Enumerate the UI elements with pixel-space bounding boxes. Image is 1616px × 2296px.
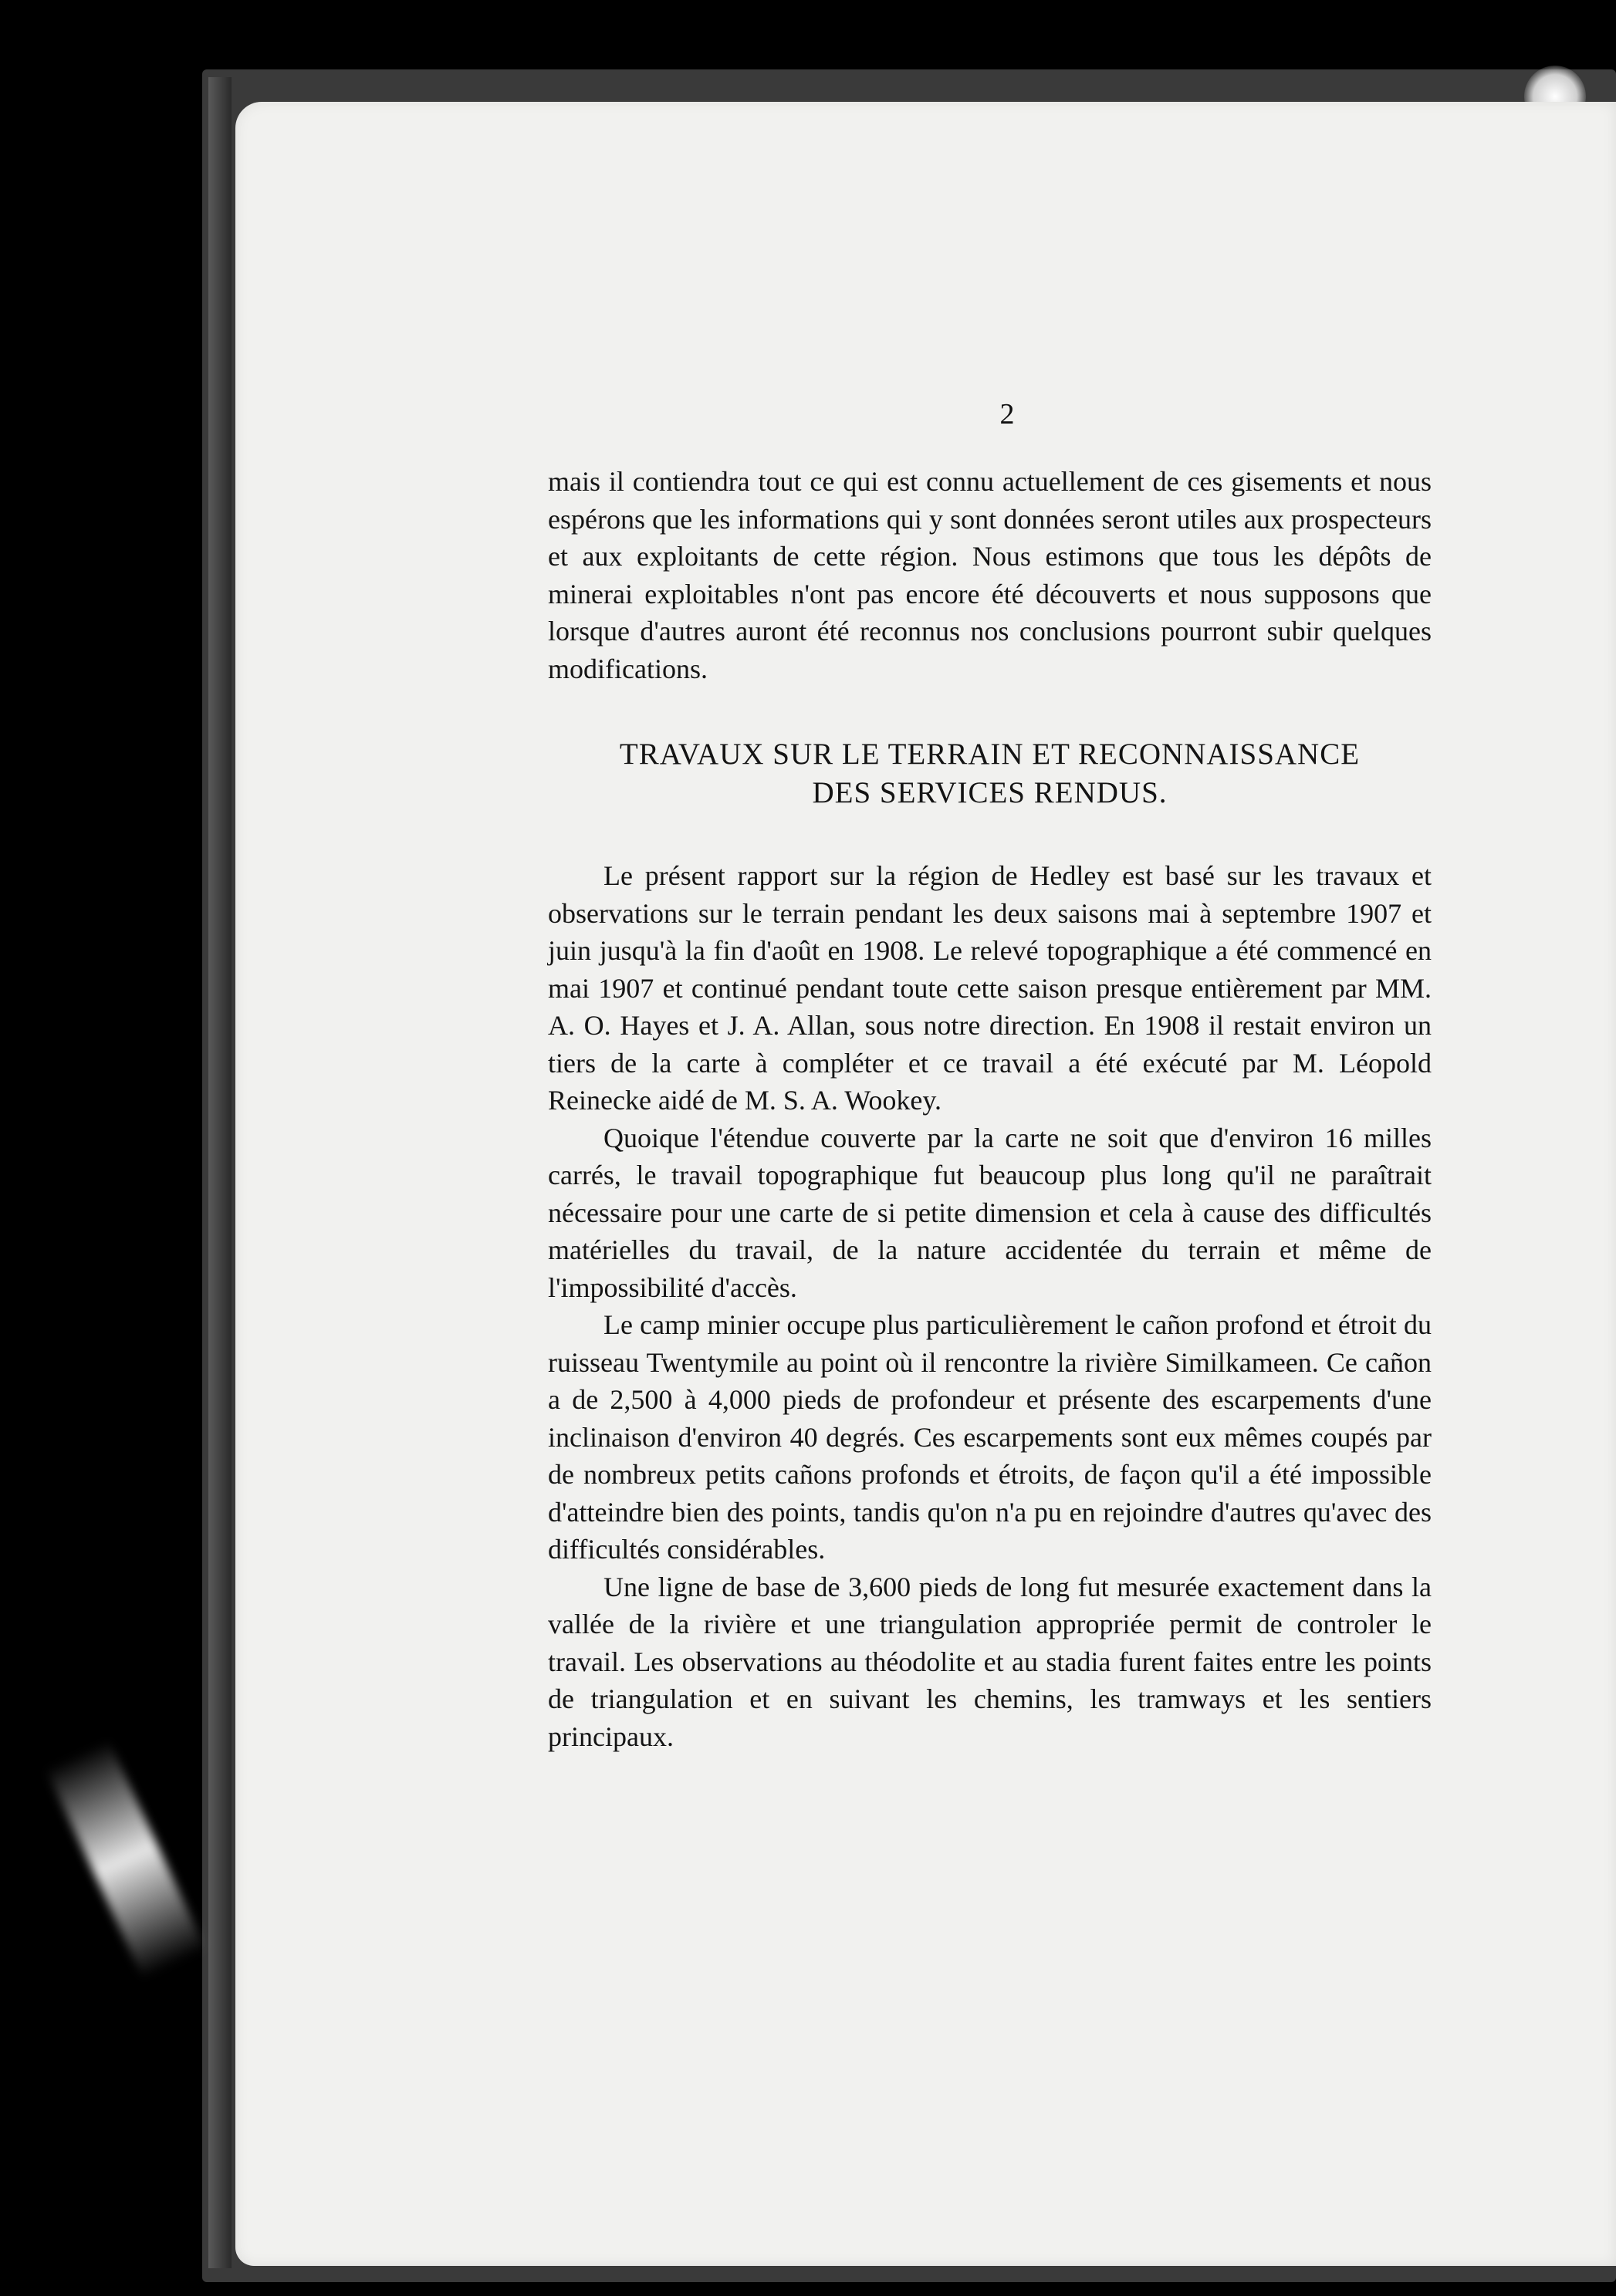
body-paragraph: Une ligne de base de 3,600 pieds de long fut mesurée exactement dans la vallée de la rivière et une triangulation appropriée permit de controler le travail. Les observations au théodolite et au stadia furent faites entre les points de triangulation et en suivant les chemins, les tramways et les sentiers principaux. [548,1571,1432,1752]
book-spine-edge [208,77,232,2268]
page-body [548,463,1432,1755]
section-heading-line-2: DES SERVICES RENDUS. [812,776,1168,809]
intro-paragraph: mais il contiendra tout ce qui est connu actuellement de ces gisements et nous espérons que les informations qui y sont données seront utiles aux prospecteurs et aux exploitants de cette région. Nous estimons que tous les dépôts de minerai exploitables n'ont pas encore été découverts et nous supposons que lorsque d'autres auront été reconnus nos conclusions pourront subir quelques modifications. [548,466,1432,684]
section-heading-line-1: TRAVAUX SUR LE TERRAIN ET RECONNAISSANCE [619,738,1361,771]
body-paragraph: Quoique l'étendue couverte par la carte ne soit que d'environ 16 milles carrés, le travail topographique fut beaucoup plus long qu'il ne paraîtrait nécessaire pour une carte de si petite dimension et cela à cause des difficultés matérielles du travail, de la nature accidentée du terrain et même de l'impossibilité d'accès. [548,1122,1432,1303]
section-heading [548,735,1432,812]
body-paragraph: Le présent rapport sur la région de Hedley est basé sur les travaux et observations sur le terrain pendant les deux saisons mai à septembre 1907 et juin jusqu'à la fin d'août en 1908. Le relevé topographique a été commencé en mai 1907 et continué pendant toute cette saison presque entièrement par MM. A. O. Hayes et J. A. Allan, sous notre direction. En 1908 il restait environ un tiers de la carte à compléter et ce travail a été exécuté par M. Léopold Reinecke aidé de M. S. A. Wookey. [548,860,1432,1116]
body-paragraph: Le camp minier occupe plus particulièrement le cañon profond et étroit du ruisseau Twentymile au point où il rencontre la rivière Similkameen. Ce cañon a de 2,500 à 4,000 pieds de profondeur et présente des escarpements d'une inclinaison d'environ 40 degrés. Ces escarpements sont eux mêmes coupés par de nombreux petits cañons profonds et étroits, de façon qu'il a été impossible d'atteindre bien des points, tandis qu'on n'a pu en rejoindre d'autres qu'avec des difficultés considérables. [548,1309,1432,1565]
page-number: 2 [999,398,1015,430]
scan-glare [46,1740,206,1979]
